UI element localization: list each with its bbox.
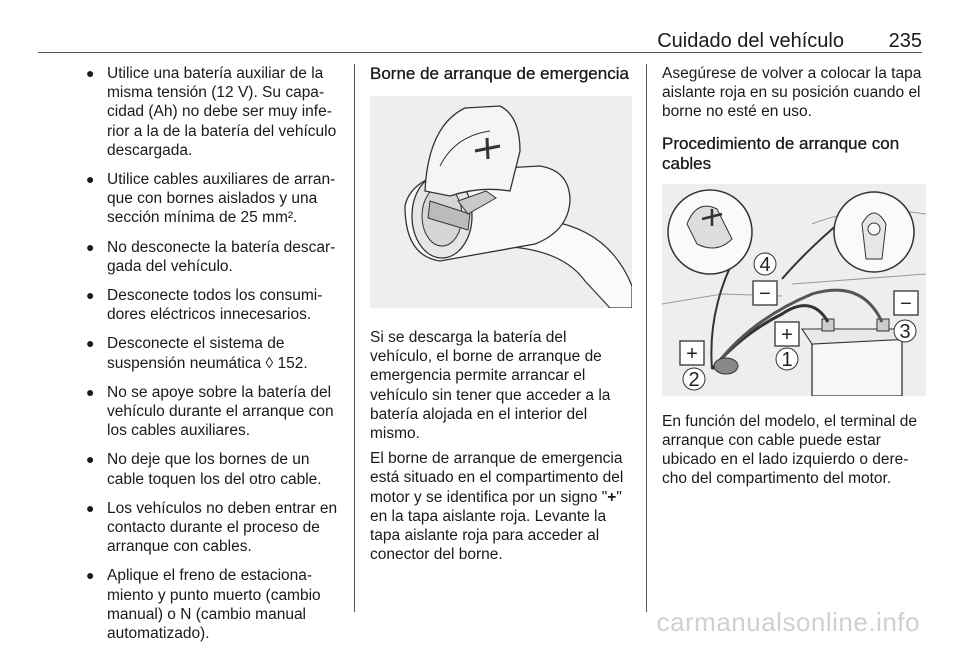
list-item [82, 286, 340, 324]
paragraph-text: " en la tapa aislante roja. Levante la tapa aislante roja para acceder al conector del borne. [370, 488, 622, 564]
list-item-text: Utilice una batería auxiliar de la misma tensión (12 V). Su capacidad (Ah) no debe ser muy inferior a la de la batería del vehículo descargada. [107, 65, 337, 159]
plus-sign-icon: + [686, 342, 698, 365]
callout-2: 2 [688, 368, 700, 391]
paragraph [370, 449, 632, 564]
column-divider [354, 64, 355, 612]
list-item [82, 383, 340, 441]
column-divider [646, 64, 647, 612]
list-item [82, 499, 340, 557]
terminal-cap-icon [370, 96, 632, 308]
list-item [82, 334, 340, 372]
page-number: 235 [888, 30, 922, 52]
bullet-icon: ● [86, 65, 95, 81]
list-item-text: No se apoye sobre la batería del vehículo durante el arranque con los cables auxiliares. [107, 383, 334, 440]
bullet-icon: ● [86, 499, 95, 516]
column-1 [82, 64, 340, 653]
minus-sign-icon: − [759, 282, 771, 305]
paragraph: Asegúrese de volver a colocar la tapa aislante roja en su posición cuando el borne no esté en uso. [662, 65, 922, 121]
bullet-icon: ● [86, 451, 95, 468]
watermark: carmanualsonline.info [656, 607, 920, 637]
battery-cables-diagram [662, 184, 926, 396]
list-item-text: Desconecte el sistema de suspensión neumática ◊ 152. [107, 335, 308, 372]
list-item [82, 566, 340, 643]
paragraph: En función del modelo, el terminal de arranque con cable puede estar ubicado en el lado izquierdo o derecho del compartimento del motor. [662, 412, 918, 488]
list-item-text: Los vehículos no deben entrar en contacto durante el proceso de arranque con cables. [107, 499, 338, 556]
callout-3: 3 [899, 320, 911, 343]
plus-sign-icon: + [607, 488, 617, 506]
column-3 [662, 64, 926, 494]
list-item-text: Aplique el freno de estacionamiento y punto muerto (cambio manual) o N (cambio manual automatizado). [107, 567, 321, 643]
list-item-text: Utilice cables auxiliares de arranque con bornes aislados y una sección mínima de 25 mm². [107, 171, 336, 227]
callout-1: 1 [781, 348, 793, 371]
callout-4: 4 [759, 253, 771, 276]
list-item-text: Desconecte todos los consumidores eléctricos innecesarios. [107, 287, 323, 324]
bullet-icon: ● [86, 335, 95, 352]
page-header [38, 10, 922, 53]
bullet-icon: ● [86, 287, 95, 304]
bullet-list [82, 64, 340, 643]
minus-sign-icon: − [900, 292, 912, 315]
section-heading: Borne de arranque de emergencia [370, 64, 629, 83]
header-title: Cuidado del vehículo [657, 30, 844, 52]
list-item-text: No desconecte la batería descargada del vehículo. [107, 238, 336, 275]
list-item-text: No deje que los bornes de un cable toquen los del otro cable. [107, 451, 322, 488]
paragraph: Si se descarga la batería del vehículo, el borne de arranque de emergencia permite arrancar el vehículo sin tener que acceder a la batería alojada en el interior del mismo. [370, 329, 611, 443]
bullet-icon: ● [86, 383, 95, 400]
list-item [82, 64, 340, 160]
list-item [82, 170, 340, 228]
list-item [82, 450, 340, 488]
bullet-icon: ● [86, 171, 95, 188]
section-heading: Procedimiento de arranque con cables [662, 133, 900, 173]
jump-start-procedure-illustration [662, 184, 926, 396]
bullet-icon: ● [86, 238, 95, 255]
bullet-icon: ● [86, 567, 95, 584]
plus-sign-icon: + [781, 323, 793, 346]
column-2 [370, 64, 632, 570]
jump-start-terminal-illustration [370, 96, 632, 308]
paragraph-text: El borne de arranque de emergencia está situado en el compartimento del motor y se identifica por un signo " [370, 450, 624, 506]
list-item [82, 238, 340, 276]
